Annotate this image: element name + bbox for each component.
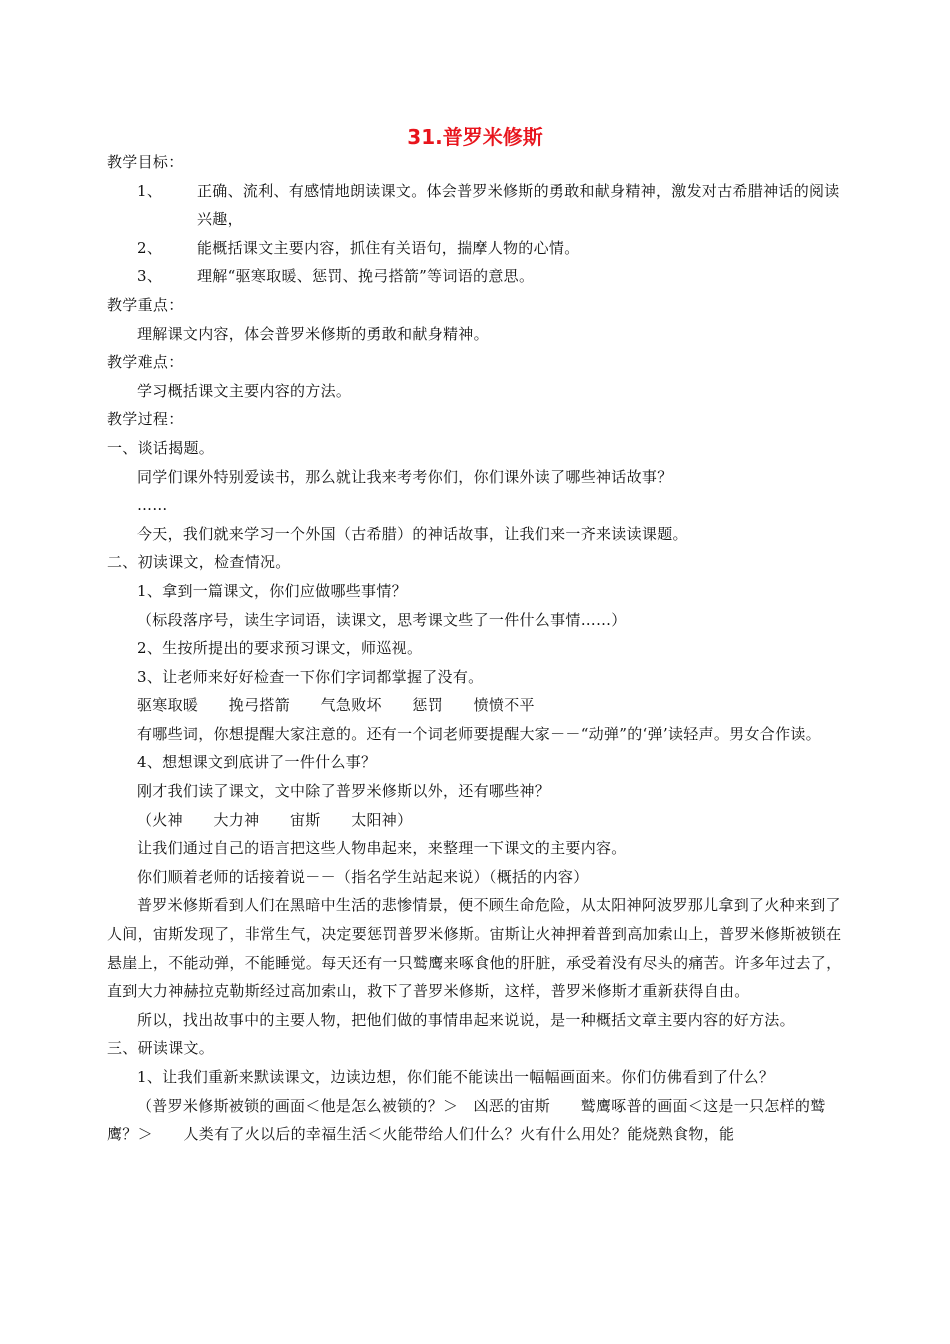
section-heading: 二、初读课文，检查情况。 <box>107 553 291 572</box>
paragraph: （标段落序号，读生字词语，读课文，思考课文些了一件什么事情……） <box>137 610 627 629</box>
item-text: 能概括课文主要内容，抓住有关语句，揣摩人物的心情。 <box>197 238 580 257</box>
paragraph: …… <box>137 496 168 515</box>
objective-item <box>107 177 847 234</box>
paragraph: （普罗米修斯被锁的画面＜他是怎么被锁的？＞ 凶恶的宙斯 鹫鹰啄普的画面＜这是一只怎样的鹫鹰？＞ 人类有了火以后的幸福生活＜火能带给人们什么？火有什么用处？能烧熟食物，能 <box>107 1096 826 1144</box>
objective-item <box>107 234 847 263</box>
paragraph: 刚才我们读了课文，文中除了普罗米修斯以外，还有哪些神？ <box>137 782 551 801</box>
paragraph: 理解课文内容，体会普罗米修斯的勇敢和献身精神。 <box>137 324 489 343</box>
item-text: 正确、流利、有感情地朗读课文。体会普罗米修斯的勇敢和献身精神，激发对古希腊神话的阅读兴趣， <box>197 181 840 229</box>
item-number: 2、 <box>137 238 163 257</box>
paragraph: 有哪些词，你想提醒大家注意的。还有一个词老师要提醒大家－－“动弹”的‘弹’读轻声。男女合作读。 <box>137 724 821 743</box>
item-text: 理解“驱寒取暖、惩罚、挽弓搭箭”等词语的意思。 <box>197 267 535 286</box>
objective-item <box>107 262 847 291</box>
section-heading: 教学重点： <box>107 295 184 314</box>
section-heading: 教学过程： <box>107 410 184 429</box>
paragraph: 让我们通过自己的语言把这些人物串起来，来整理一下课文的主要内容。 <box>137 839 627 858</box>
item-number: 1、 <box>137 181 163 200</box>
paragraph: 普罗米修斯看到人们在黑暗中生活的悲惨情景，便不顾生命危险，从太阳神阿波罗那儿拿到了火种来到了人间，宙斯发现了，非常生气，决定要惩罚普罗米修斯。宙斯让火神押着普到高加索山上，普罗米修斯被锁在悬崖上，不能动弹，不能睡觉。每天还有一只鹫鹰来啄食他的肝脏，承受着没有尽头的痛苦。许多年过去了，直到大力神赫拉克勒斯经过高加索山，救下了普罗米修斯，这样，普罗米修斯才重新获得自由。 <box>107 896 842 1001</box>
paragraph: 1、拿到一篇课文，你们应做哪些事情？ <box>137 581 407 600</box>
paragraph: 同学们课外特别爱读书，那么就让我来考考你们，你们课外读了哪些神话故事？ <box>137 467 673 486</box>
document-body <box>107 148 847 1149</box>
paragraph: 你们顺着老师的话接着说－－（指名学生站起来说）（概括的内容） <box>137 867 589 886</box>
paragraph: 今天，我们就来学习一个外国（古希腊）的神话故事，让我们来一齐来读读课题。 <box>137 524 688 543</box>
item-number: 3、 <box>137 267 163 286</box>
paragraph: 3、让老师来好好检查一下你们字词都掌握了没有。 <box>137 667 484 686</box>
section-heading: 教学目标： <box>107 153 184 171</box>
paragraph: 所以，找出故事中的主要人物，把他们做的事情串起来说说，是一种概括文章主要内容的好方法。 <box>137 1010 795 1029</box>
section-heading: 三、研读课文。 <box>107 1039 215 1058</box>
section-heading: 一、谈话揭题。 <box>107 438 215 457</box>
paragraph: 2、生按所提出的要求预习课文，师巡视。 <box>137 639 423 658</box>
section-heading: 教学难点： <box>107 353 184 372</box>
paragraph: （火神 大力神 宙斯 太阳神） <box>137 810 413 829</box>
paragraph: 学习概括课文主要内容的方法。 <box>137 381 352 400</box>
paragraph: 1、让我们重新来默读课文，边读边想，你们能不能读出一幅幅画面来。你们仿佛看到了什么？ <box>137 1068 775 1086</box>
paragraph: 驱寒取暖 挽弓搭箭 气急败坏 惩罚 愤愤不平 <box>137 696 535 715</box>
paragraph: 4、想想课文到底讲了一件什么事？ <box>137 753 377 772</box>
page-title: 31.普罗米修斯 <box>407 125 543 149</box>
